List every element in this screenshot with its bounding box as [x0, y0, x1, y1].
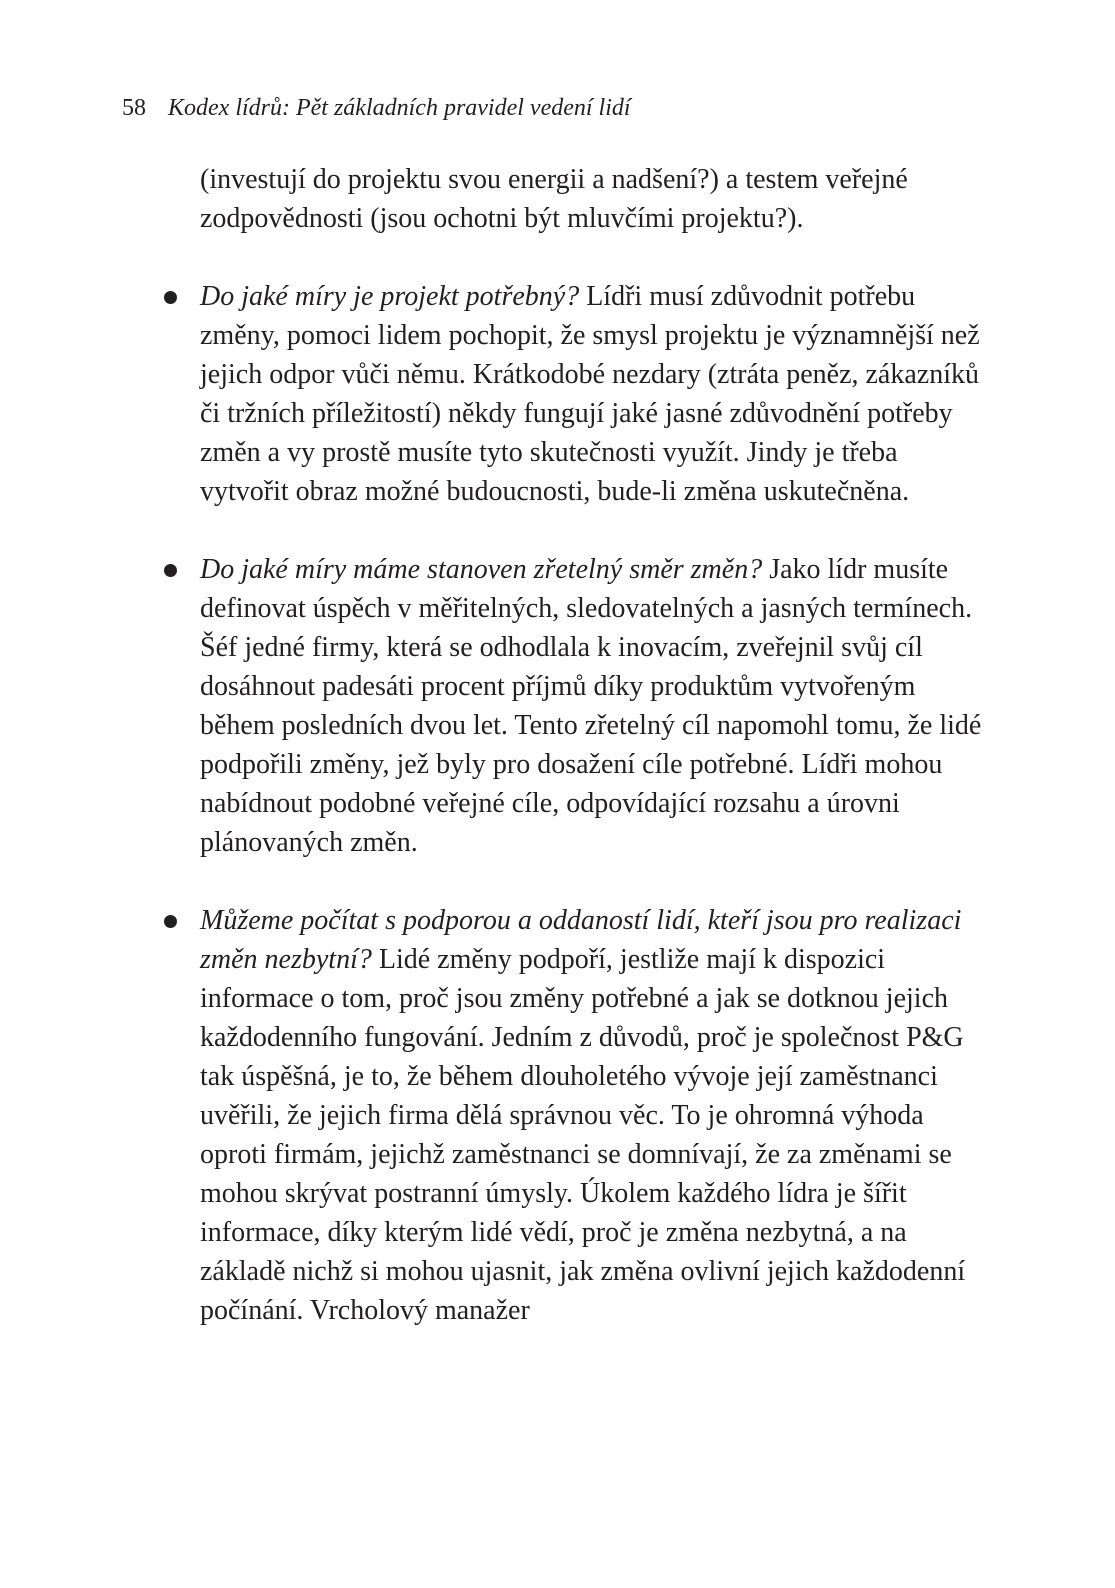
bullet-question: Do jaké míry máme stanoven zřetelný směr změn? [200, 554, 763, 585]
list-item [200, 550, 990, 862]
bullet-paragraph [200, 550, 990, 862]
running-head [122, 93, 631, 123]
bullet-text: Lidé změny podpoří, jestliže mají k dispozici informace o tom, proč jsou změny potřebné a jak se dotknou jejich každodenního fungování. Jedním z důvodů, proč je společnost P&G tak úspěšná, je to, že během dlouholetého vývoje její zaměstnanci uvěřili, že jejich firma dělá správnou věc. To je ohromná výhoda oproti firmám, jejichž zaměstnanci se domnívají, že za změnami se mohou skrývat postranní úmysly. Úkolem každého lídra je šířit informace, díky kterým lidé vědí, proč je změna nezbytná, a na základě nichž si mohou ujasnit, jak změna ovlivní jejich každodenní počínání. Vrcholový manažer [200, 944, 966, 1326]
body-text [200, 160, 990, 1330]
page-number: 58 [122, 95, 146, 121]
bullet-icon [164, 564, 177, 577]
bullet-question: Do jaké míry je projekt potřebný? [200, 281, 580, 312]
intro-paragraph: (investují do projektu svou energii a nadšení?) a testem veřejné zodpovědnosti (jsou ochotni být mluvčími projektu?). [200, 164, 908, 234]
bullet-icon [164, 915, 177, 928]
bullet-paragraph [200, 901, 990, 1330]
bullet-list [200, 277, 990, 1330]
list-item [200, 277, 990, 511]
bullet-question: Můžeme počítat s podporou a oddaností lidí, kteří jsou pro realizaci změn nezbytní? [200, 905, 962, 975]
book-title: Kodex lídrů: Pět základních pravidel vedení lidí [168, 95, 631, 121]
list-item [200, 901, 990, 1330]
bullet-text: Lídři musí zdůvodnit potřebu změny, pomoci lidem pochopit, že smysl projektu je významnější než jejich odpor vůči němu. Krátkodobé nezdary (ztráta peněz, zákazníků či tržních příležitostí) někdy fungují jaké jasné zdůvodnění potřeby změn a vy prostě musíte tyto skutečnosti využít. Jindy je třeba vytvořit obraz možné budoucnosti, bude-li změna uskutečněna. [200, 281, 980, 507]
bullet-text: Jako lídr musíte definovat úspěch v měřitelných, sledovatelných a jasných termínech. Šéf jedné firmy, která se odhodlala k inovacím, zveřejnil svůj cíl dosáhnout padesáti procent příjmů díky produktům vytvořeným během posledních dvou let. Tento zřetelný cíl napomohl tomu, že lidé podpořili změny, jež byly pro dosažení cíle potřebné. Lídři mohou nabídnout podobné veřejné cíle, odpovídající rozsahu a úrovni plánovaných změn. [200, 554, 982, 858]
bullet-paragraph [200, 277, 990, 511]
bullet-icon [164, 291, 177, 304]
